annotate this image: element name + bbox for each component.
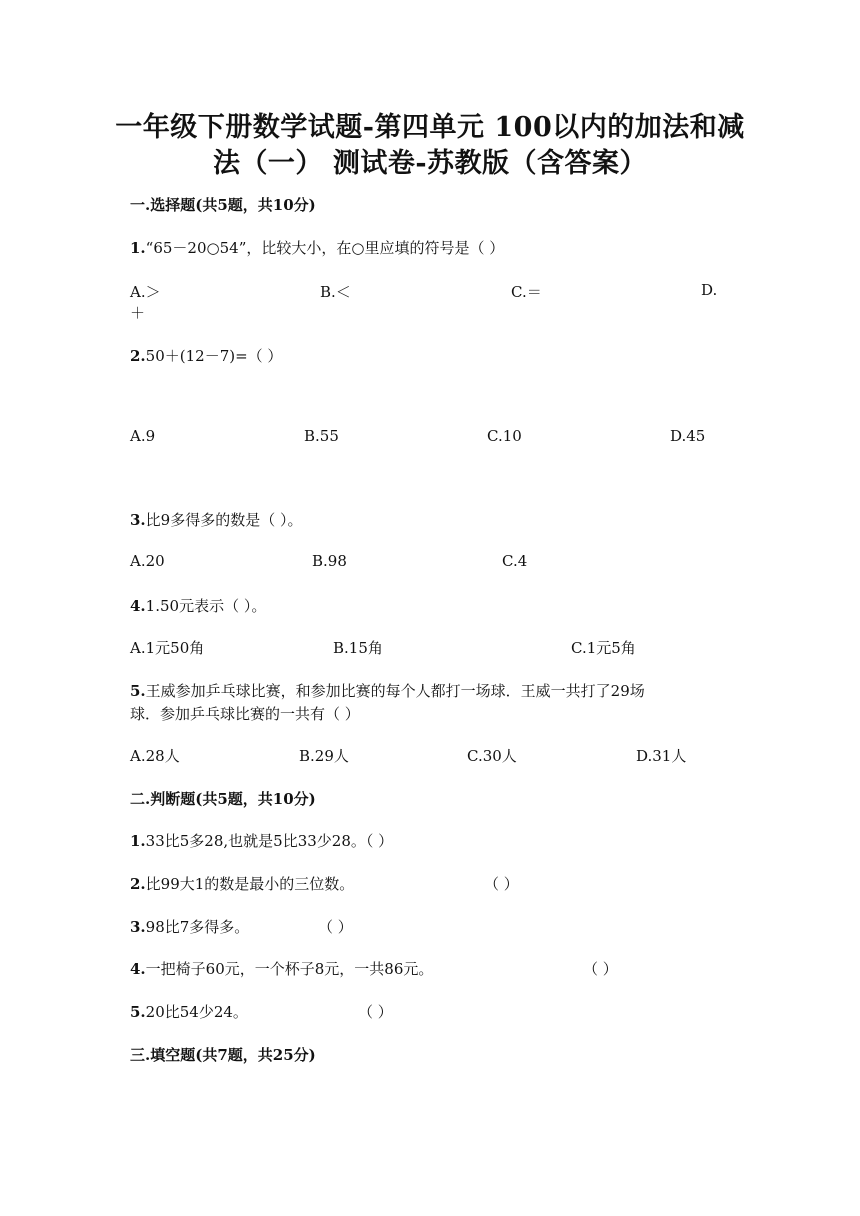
question-text: 王威参加乒乓球比赛，和参加比赛的每个人都打一场球．王威一共打了29场 (145, 682, 645, 700)
question-5 (130, 680, 645, 701)
question-number: 4. (130, 597, 146, 615)
question-text: 一把椅子60元，一个杯子8元，一共86元。 (145, 960, 434, 978)
question-number: 1. (130, 239, 146, 257)
question-5-continued: 球．参加乒乓球比赛的一共有（ ） (130, 705, 360, 723)
option-b: B.15角 (333, 639, 383, 657)
question-number: 5. (130, 682, 146, 700)
option-a: A.1元50角 (130, 639, 205, 657)
option-a: A.9 (130, 427, 156, 445)
question-text: “65－20○54”，比较大小，在○里应填的符号是（ ） (145, 239, 505, 257)
option-a: A.＞ (130, 283, 161, 301)
question-3 (130, 509, 303, 530)
answer-blank[interactable]: （ ） (318, 918, 353, 936)
option-b: B.55 (304, 427, 339, 445)
question-text: 50＋(12－7)=（ ） (145, 347, 283, 365)
answer-blank[interactable]: （ ） (484, 875, 519, 893)
question-2 (130, 345, 282, 366)
question-text: 98比7多得多。 (145, 918, 250, 936)
question-number: 5. (130, 1003, 146, 1021)
section-heading-judgment: 二.判断题(共5题，共10分) (130, 790, 316, 808)
judgment-item-5 (130, 1001, 248, 1022)
option-a: A.28人 (130, 747, 180, 765)
question-text: 比99大1的数是最小的三位数。 (145, 875, 355, 893)
option-d: D.45 (670, 427, 706, 445)
option-d: D. (701, 281, 718, 299)
judgment-item-1 (130, 830, 393, 851)
option-b: B.＜ (320, 283, 351, 301)
option-c: C.1元5角 (571, 639, 636, 657)
option-d-value: ＋ (130, 304, 146, 322)
judgment-item-3 (130, 916, 249, 937)
page-title-line-1: 一年级下册数学试题-第四单元 100以内的加法和减 (115, 112, 745, 143)
page-title-line-2: 法（一） 测试卷-苏教版（含答案） (212, 148, 648, 179)
question-number: 3. (130, 918, 146, 936)
judgment-item-2 (130, 873, 354, 894)
question-1 (130, 237, 504, 258)
judgment-item-4 (130, 958, 433, 979)
question-text: 比9多得多的数是（ ）。 (145, 511, 303, 529)
question-number: 1. (130, 832, 146, 850)
option-a: A.20 (130, 552, 165, 570)
question-4 (130, 595, 266, 616)
question-text: 1.50元表示（ ）。 (145, 597, 267, 615)
question-number: 2. (130, 875, 146, 893)
option-c: C.＝ (511, 283, 542, 301)
option-b: B.98 (312, 552, 347, 570)
question-number: 4. (130, 960, 146, 978)
answer-blank[interactable]: （ ） (583, 960, 618, 978)
section-heading-choice: 一.选择题(共5题，共10分) (130, 196, 316, 214)
option-c: C.30人 (467, 747, 517, 765)
question-text: 33比5多28,也就是5比33少28。（ ） (145, 832, 394, 850)
option-d: D.31人 (636, 747, 687, 765)
question-number: 2. (130, 347, 146, 365)
option-b: B.29人 (299, 747, 349, 765)
section-heading-fill-blank: 三.填空题(共7题，共25分) (130, 1046, 316, 1064)
option-c: C.10 (487, 427, 522, 445)
option-c: C.4 (502, 552, 528, 570)
answer-blank[interactable]: （ ） (358, 1003, 393, 1021)
question-text: 20比54少24。 (145, 1003, 248, 1021)
question-number: 3. (130, 511, 146, 529)
